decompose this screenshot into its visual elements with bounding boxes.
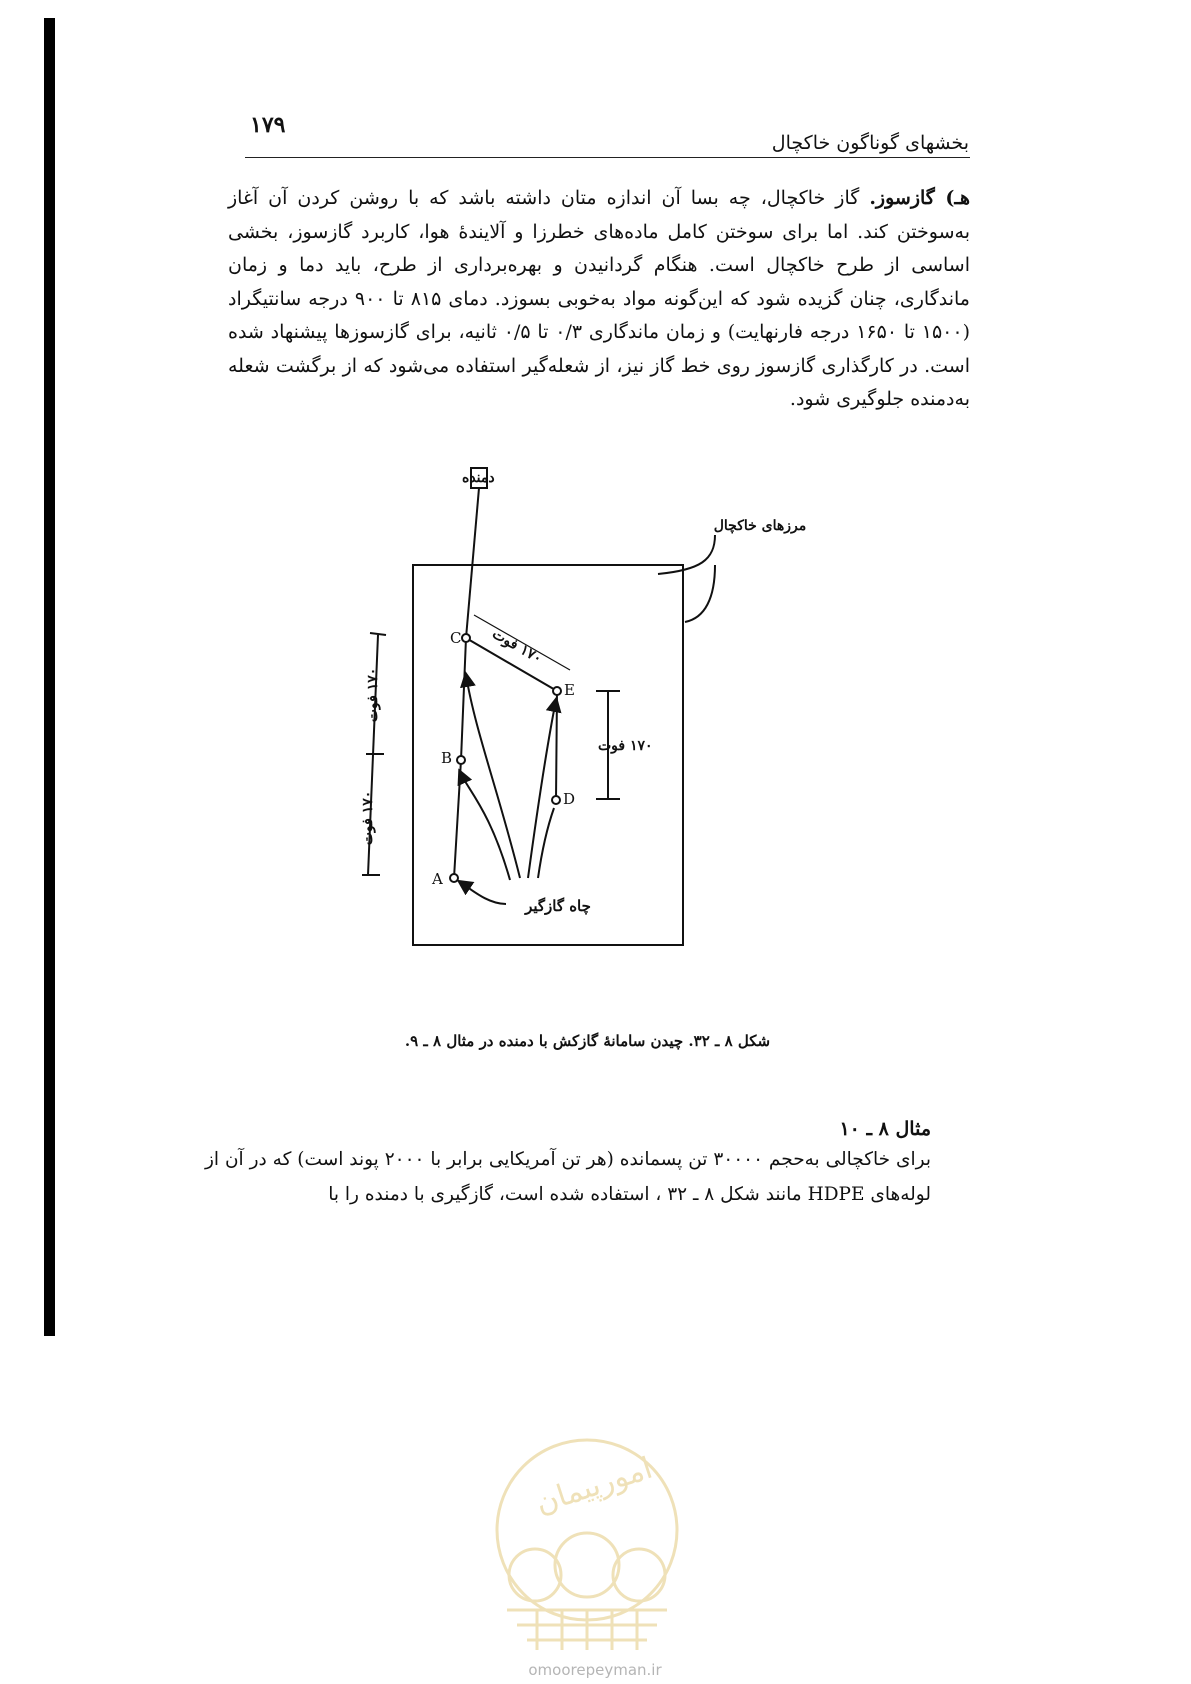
point-a-marker: [450, 874, 458, 882]
point-e-label: E: [564, 681, 575, 699]
running-head: بخشهای گوناگون خاکچال: [771, 132, 969, 154]
section-label: هـ) گازسوز.: [869, 187, 970, 209]
point-d-marker: [552, 796, 560, 804]
dim-ed-label: ۱۷۰ فوت: [598, 738, 653, 754]
gas-well-pointer: [460, 882, 506, 904]
well-line-2: [460, 772, 510, 880]
paragraph-text: گاز خاکچال، چه بسا آن اندازه متان داشته باشد که با روشن کردن آن آغاز به‌سوختن کند. اما برای سوختن کامل ماده‌های خطرزا و آلایندهٔ هوا، کاربرد گازسوز، بخشی اساسی از طرح خاکچال است. هنگام گردانیدن و بهره‌برداری از طرح، باید دما و زمان ماندگاری، چنان گزیده شود که این‌گونه مواد به‌خوبی بسوزد. دمای ۸۱۵ تا ۹۰۰ درجه سانتیگراد (۱۵۰۰ تا ۱۶۵۰ درجه فارنهایت) و زمان ماندگاری ۰/۳ تا ۰/۵ ثانیه، برای گازسوزها پیشنهاد شده است. در کارگذاری گازسوز روی خط گاز نیز، از شعله‌گیر استفاده می‌شود که از برگشت شعله به‌دمنده جلوگیری شود.: [228, 187, 970, 410]
point-c-marker: [462, 634, 470, 642]
point-e-marker: [553, 687, 561, 695]
scan-edge-bar: [44, 18, 55, 1336]
page-number: ۱۷۹: [250, 112, 286, 138]
dim-left-top-label: ۱۷۰ فوت: [365, 667, 381, 723]
header-pipe: [454, 638, 557, 878]
point-a-label: A: [432, 870, 443, 888]
dim-ce-label: ۱۷۰ فوت: [489, 625, 545, 668]
boundary-leader-2: [685, 565, 715, 622]
blower-label: دمنده: [462, 470, 495, 486]
point-b-label: B: [441, 749, 453, 767]
landfill-boundary: [413, 565, 683, 945]
publisher-watermark-logo: [487, 1425, 687, 1655]
body-paragraph: [228, 182, 970, 417]
figure-caption: شکل ۸ ـ ۳۲. چیدن سامانهٔ گازکش با دمنده در مثال ۸ ـ ۹.: [404, 1032, 771, 1050]
example-title: مثال ۸ ـ ۱۰: [839, 1118, 931, 1140]
boundary-leader-1: [658, 535, 715, 574]
main-gas-line: [466, 488, 479, 638]
example-body: برای خاکچالی به‌حجم ۳۰۰۰۰ تن پسمانده (هر تن آمریکایی برابر با ۲۰۰۰ پوند است) که در آن از لوله‌های HDPE مانند شکل ۸ ـ ۳۲ ، استفاده شده است، گازگیری با دمنده را با: [205, 1149, 931, 1205]
watermark-logo-text: امورپیمان: [531, 1450, 657, 1522]
well-line-4: [538, 808, 554, 878]
point-b-marker: [457, 756, 465, 764]
point-c-label: C: [450, 629, 462, 647]
well-line-1: [466, 675, 520, 878]
dim-left-bottom-label: ۱۷۰ فوت: [360, 790, 376, 846]
gas-collection-figure: [360, 470, 820, 990]
gas-well-label: چاه گازگیر: [525, 897, 591, 915]
boundary-label: مرزهای خاکچال: [713, 518, 807, 534]
point-d-label: D: [563, 790, 576, 808]
header-rule: [245, 157, 970, 158]
watermark-url: omoorepeyman.ir: [528, 1661, 662, 1679]
